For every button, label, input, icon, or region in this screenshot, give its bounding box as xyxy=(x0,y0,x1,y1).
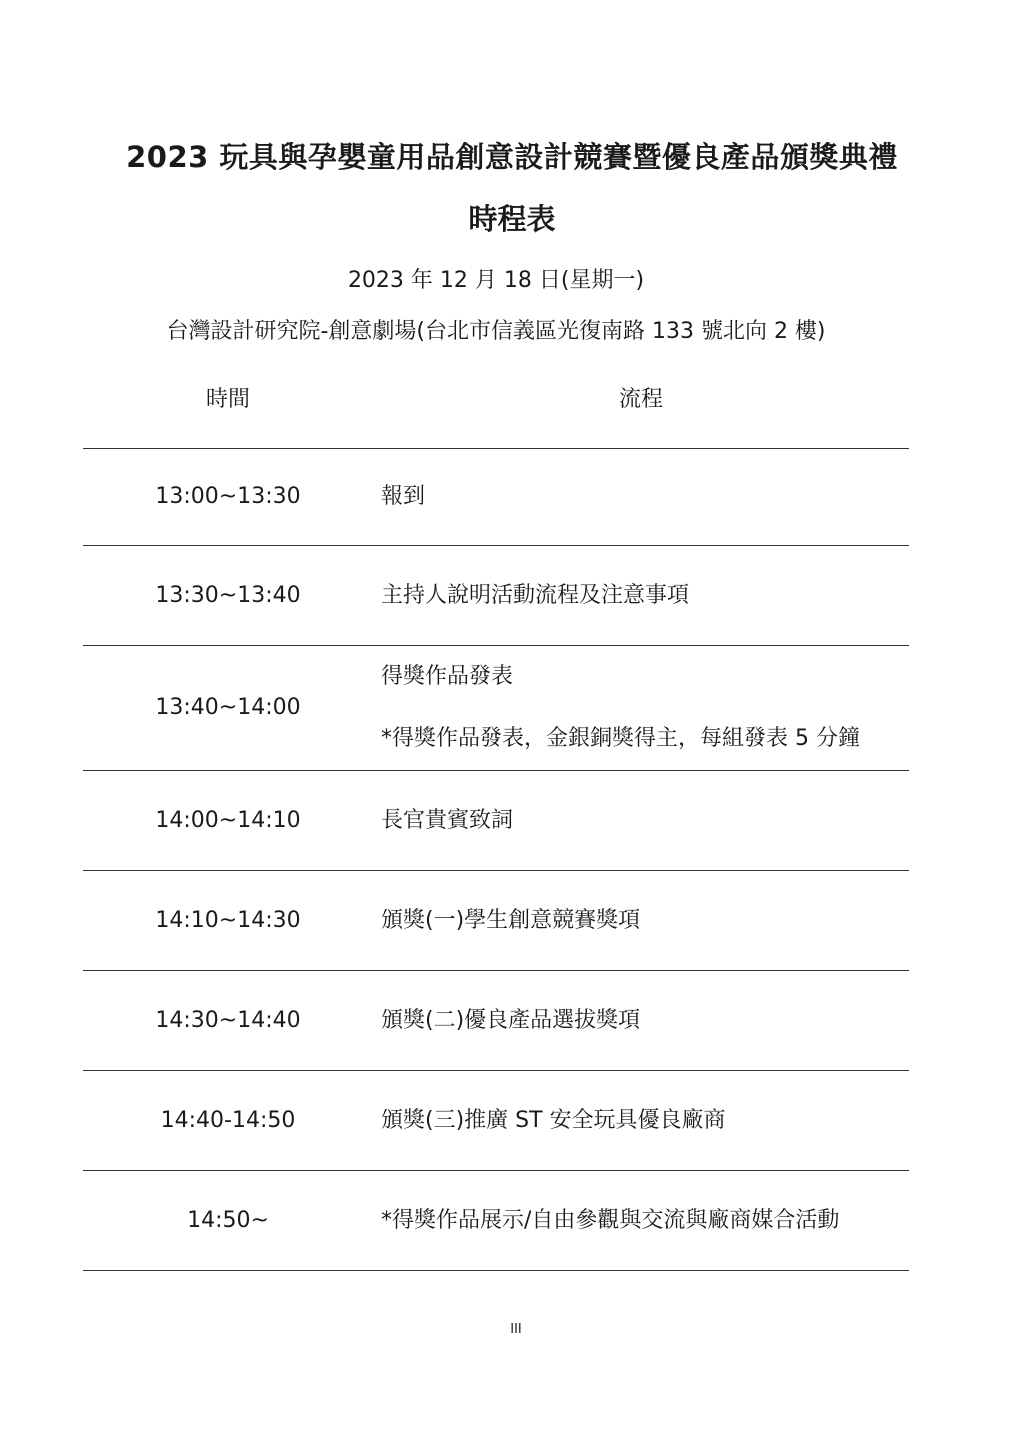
event-venue: 台灣設計研究院-創意劇場(台北市信義區光復南路 133 號北向 2 樓) xyxy=(166,319,826,344)
schedule-table xyxy=(83,370,909,1271)
row-flow-text: 報到 xyxy=(381,484,426,509)
row-flow xyxy=(381,449,909,545)
schedule-row xyxy=(83,771,909,871)
row-flow xyxy=(381,546,909,645)
row-flow-text: 頒獎(三)推廣 ST 安全玩具優良廠商 xyxy=(381,1107,726,1133)
row-time: 14:30~14:40 xyxy=(155,1007,301,1033)
row-flow xyxy=(381,1171,909,1270)
document-subtitle: 時程表 xyxy=(468,202,556,236)
row-time: 13:40~14:00 xyxy=(155,695,301,720)
row-flow xyxy=(381,971,909,1070)
row-flow xyxy=(381,771,909,870)
row-flow-text: 頒獎(一)學生創意競賽獎項 xyxy=(381,907,641,933)
event-date: 2023 年 12 月 18 日(星期一) xyxy=(347,268,645,293)
row-flow xyxy=(381,1071,909,1170)
row-flow-text: 長官貴賓致詞 xyxy=(381,807,514,833)
schedule-row xyxy=(83,971,909,1071)
row-time: 14:50~ xyxy=(187,1207,269,1233)
row-time: 14:10~14:30 xyxy=(155,907,301,933)
row-flow-text: 頒獎(二)優良產品選拔獎項 xyxy=(381,1007,641,1033)
row-flow-text: 主持人說明活動流程及注意事項 xyxy=(381,582,690,608)
row-time: 13:30~13:40 xyxy=(155,582,301,608)
row-flow-text: *得獎作品展示/自由參觀與交流與廠商媒合活動 xyxy=(381,1207,840,1233)
document-title: 2023 玩具與孕嬰童用品創意設計競賽暨優良產品頒獎典禮 xyxy=(126,140,898,174)
row-flow xyxy=(381,871,909,970)
schedule-row xyxy=(83,1171,909,1271)
row-flow-note: *得獎作品發表，金銀銅獎得主，每組發表 5 分鐘 xyxy=(381,726,860,751)
row-flow-text: 得獎作品發表 xyxy=(381,664,514,689)
schedule-row xyxy=(83,449,909,546)
row-flow xyxy=(381,646,909,770)
schedule-row xyxy=(83,1071,909,1171)
row-time: 13:00~13:30 xyxy=(155,484,301,509)
page-number: III xyxy=(510,1322,522,1337)
header-time: 時間 xyxy=(205,387,250,412)
schedule-row xyxy=(83,871,909,971)
schedule-row xyxy=(83,546,909,646)
schedule-header-row xyxy=(83,370,909,449)
row-time: 14:40-14:50 xyxy=(160,1107,296,1133)
header-flow: 流程 xyxy=(618,387,663,412)
schedule-row xyxy=(83,646,909,771)
row-time: 14:00~14:10 xyxy=(155,807,301,833)
